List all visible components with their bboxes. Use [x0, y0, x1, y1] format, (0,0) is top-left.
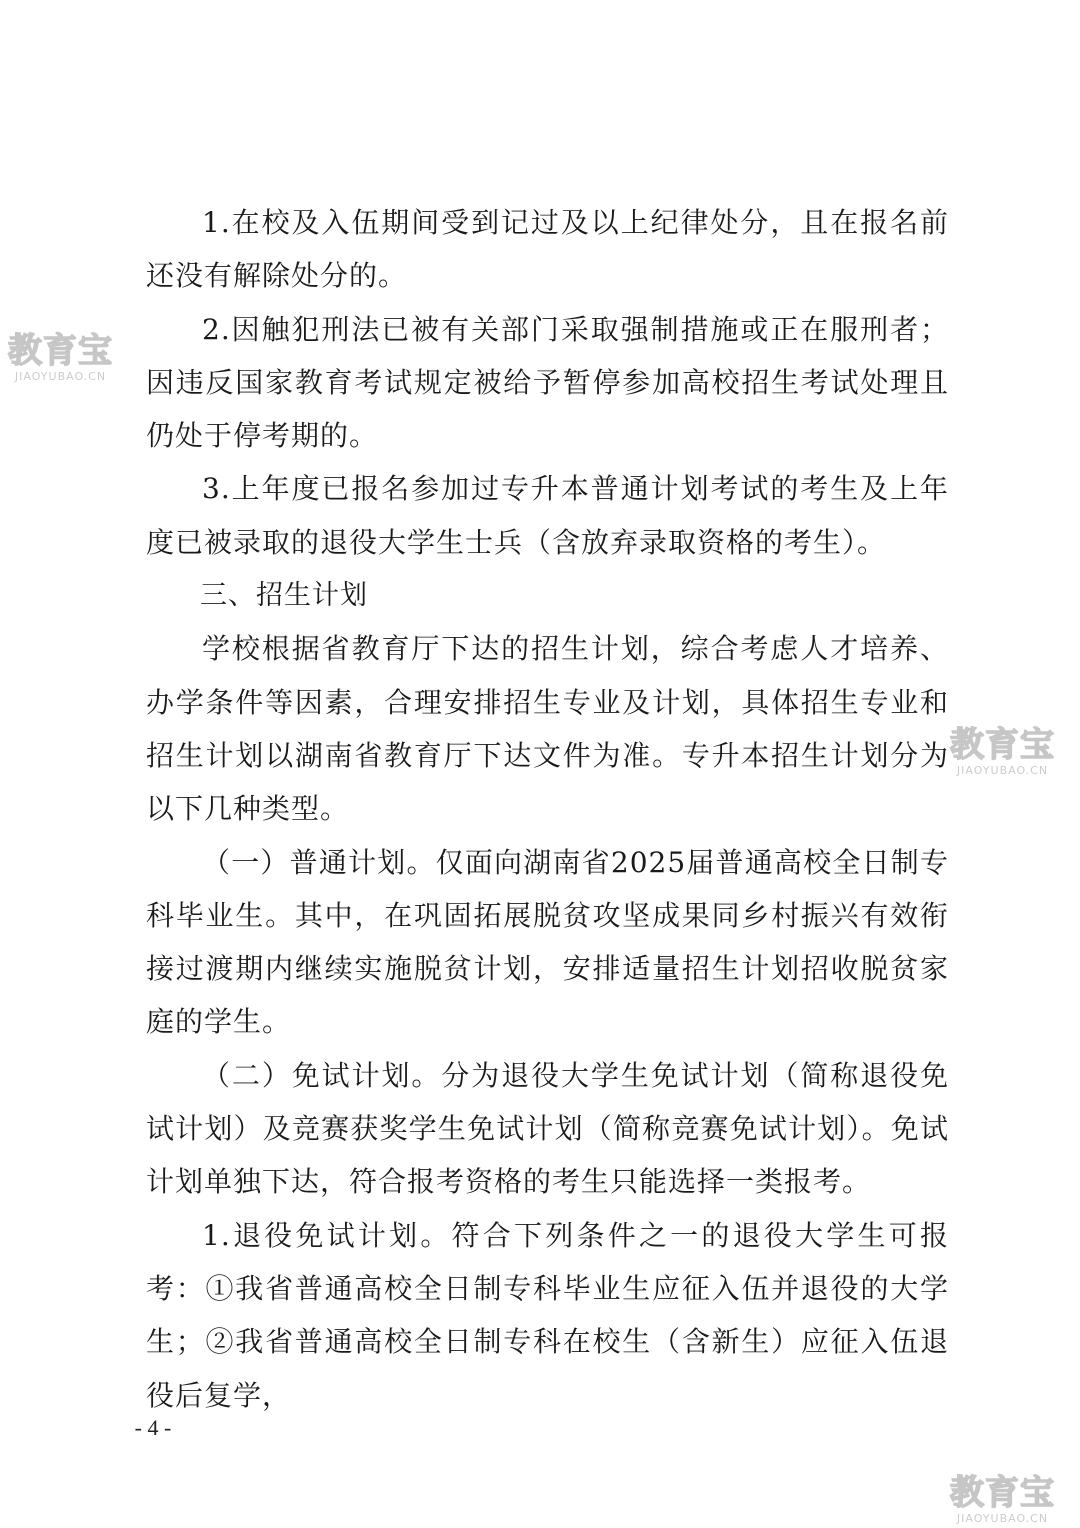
watermark-text: 教育宝: [8, 331, 113, 371]
watermark-url: JIAOYUBAO.CN: [956, 764, 1049, 777]
paragraph-clause-3: 3.上年度已报名参加过专升本普通计划考试的考生及上年度已被录取的退役大学生士兵（含放弃录取资格的考生）。: [146, 472, 949, 559]
paragraph-exempt-plan: （二）免试计划。分为退役大学生免试计划（简称退役免试计划）及竞赛获奖学生免试计划（简称竞赛免试计划）。免试计划单独下达，符合报考资格的考生只能选择一类报考。: [146, 1058, 949, 1199]
page-number: - 4 -: [134, 1415, 172, 1440]
watermark-text: 教育宝: [950, 1473, 1055, 1513]
watermark-logo: [950, 726, 1055, 778]
watermark-url: JIAOYUBAO.CN: [14, 370, 107, 383]
watermark-url: JIAOYUBAO.CN: [956, 1512, 1049, 1525]
paragraph-general-plan: （一）普通计划。仅面向湖南省2025届普通高校全日制专科毕业生。其中，在巩固拓展脱贫攻坚成果同乡村振兴有效衔接过渡期内继续实施脱贫计划，安排适量招生计划招收脱贫家庭的学生。: [146, 845, 949, 1039]
watermark-logo: [950, 1474, 1055, 1526]
paragraph-plan-intro: 学校根据省教育厅下达的招生计划，综合考虑人才培养、办学条件等因素，合理安排招生专业及计划，具体招生专业和招生计划以湖南省教育厅下达文件为准。专升本招生计划分为以下几种类型。: [146, 632, 949, 826]
paragraph-clause-2: 2.因触犯刑法已被有关部门采取强制措施或正在服刑者；因违反国家教育考试规定被给予暂停参加高校招生考试处理且仍处于停考期的。: [146, 312, 949, 453]
paragraph-veteran-exempt-plan: 1.退役免试计划。符合下列条件之一的退役大学生可报考：①我省普通高校全日制专科毕业生应征入伍并退役的大学生；②我省普通高校全日制专科在校生（含新生）应征入伍退役后复学，: [146, 1218, 949, 1412]
document-body: [146, 196, 949, 1422]
watermark-text: 教育宝: [950, 725, 1055, 765]
watermark-logo: [8, 332, 113, 384]
paragraph-clause-1: 1.在校及入伍期间受到记过及以上纪律处分，且在报名前还没有解除处分的。: [146, 206, 949, 293]
section-heading: 三、招生计划: [200, 580, 368, 612]
